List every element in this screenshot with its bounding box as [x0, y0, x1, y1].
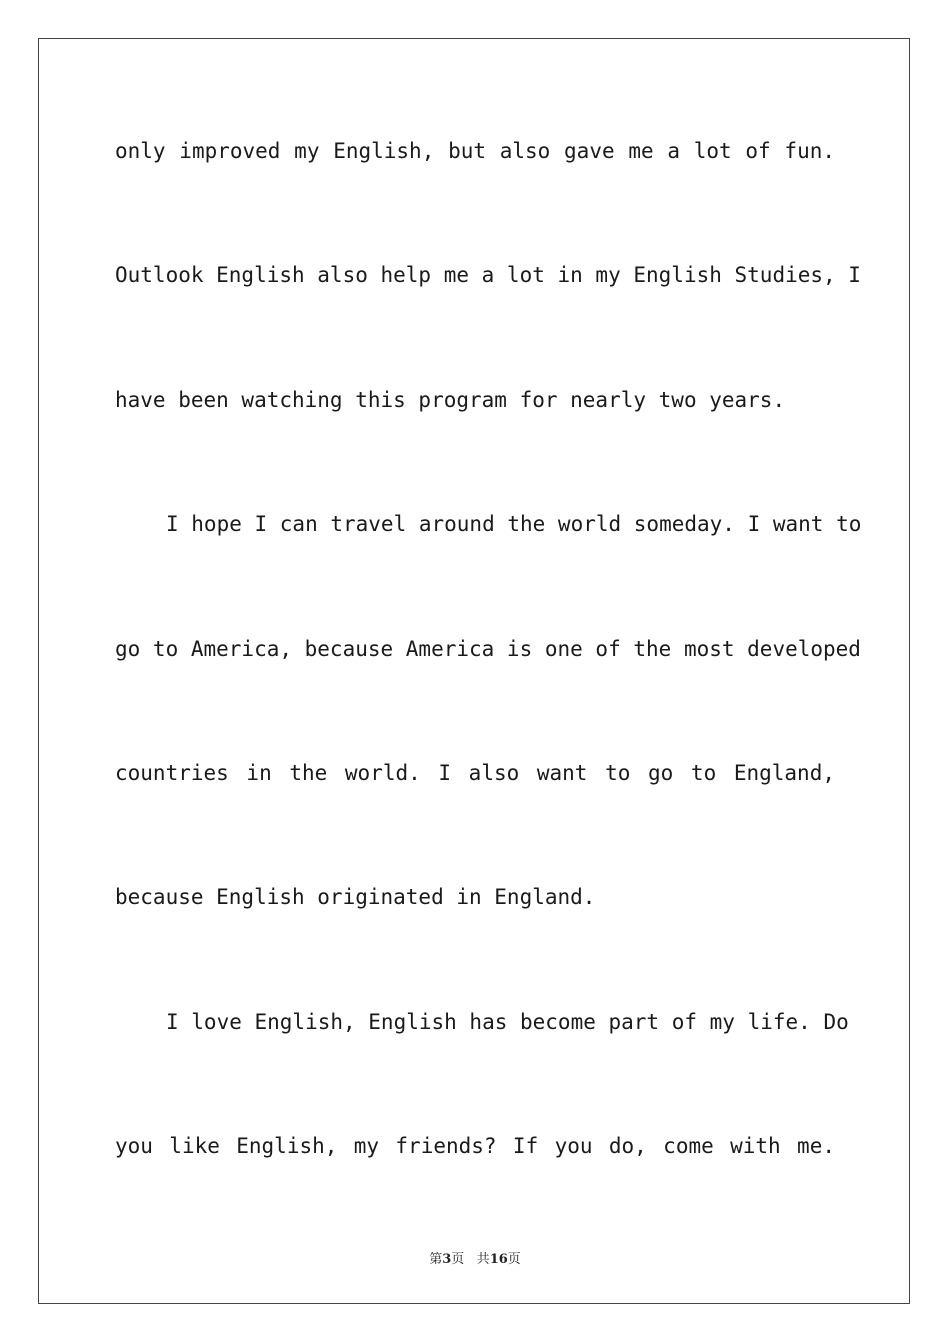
text-line: Outlook English also help me a lot in my English Studies, I [115, 263, 861, 287]
total-page-number: 16 [489, 1252, 508, 1267]
total-prefix: 共 [476, 1252, 490, 1267]
current-page-number: 3 [442, 1252, 452, 1267]
text-line: you like English, my friends? If you do, come with me. [115, 1134, 835, 1158]
text-line: only improved my English, but also gave me a lot of fun. [115, 139, 835, 163]
page-prefix: 第 [429, 1252, 443, 1267]
paragraph-start-line: I love English, English has become part of my life. Do [166, 1010, 849, 1034]
page-footer [0, 1248, 950, 1267]
paragraph-start-line: I hope I can travel around the world someday. I want to [166, 512, 862, 536]
page-suffix: 页 [451, 1252, 465, 1267]
total-suffix: 页 [507, 1252, 521, 1267]
text-line: go to America, because America is one of the most developed [115, 637, 861, 661]
text-line: have been watching this program for nearly two years. [115, 388, 786, 412]
text-line: countries in the world. I also want to go to England, [115, 761, 835, 785]
page-frame [38, 38, 910, 1304]
text-line: because English originated in England. [115, 885, 596, 909]
